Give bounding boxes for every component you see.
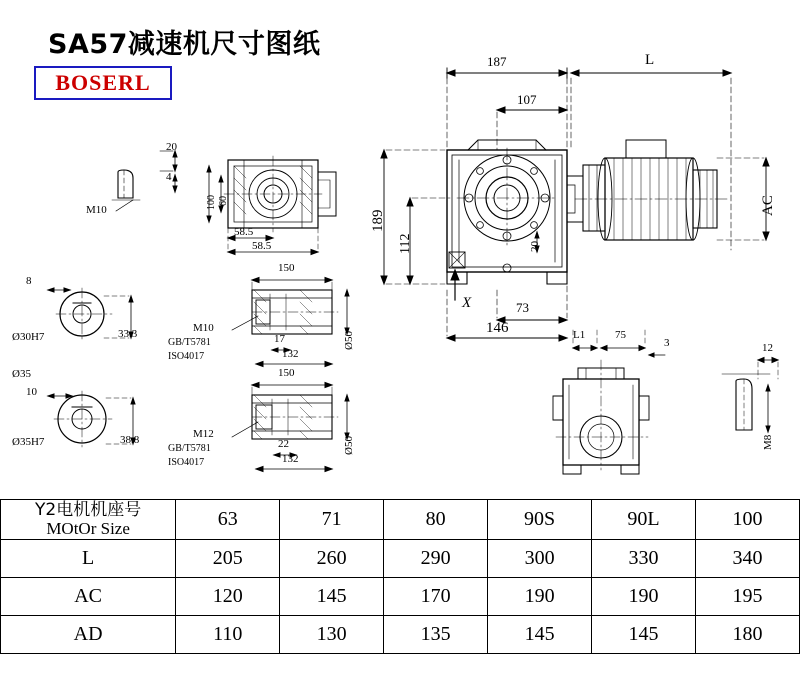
dim-38-8: 38.8: [120, 434, 140, 446]
logo-text: BOSERL: [55, 70, 151, 95]
dimension-table: [0, 499, 800, 654]
row-header-motor-size: [1, 500, 176, 540]
dim-L1: L1: [573, 329, 586, 341]
cell: 90S: [488, 500, 592, 540]
cell: 195: [696, 578, 800, 616]
dimension-table-wrap: [0, 499, 800, 654]
cell: 145: [592, 616, 696, 654]
cell: 330: [592, 540, 696, 578]
dim-58-5-b: 58.5: [252, 240, 272, 252]
dim-35: Ø35: [12, 368, 31, 380]
dim-33-3: 33.3: [118, 328, 138, 340]
dim-L: L: [645, 52, 655, 68]
cell: 135: [384, 616, 488, 654]
label-M8: M8: [762, 434, 774, 450]
dim-50-b: Ø50: [343, 436, 355, 455]
row-header-AC: AC: [1, 578, 176, 616]
dim-100: 100: [206, 195, 217, 210]
row-header-line2: MOtOr Size: [46, 518, 130, 538]
dim-10: 10: [26, 386, 37, 398]
cell: 260: [280, 540, 384, 578]
cell: 145: [280, 578, 384, 616]
dim-58-5-a: 58.5: [234, 226, 254, 238]
page-title: SA57减速机尺寸图纸: [48, 29, 321, 60]
table-row: [1, 578, 800, 616]
dim-20-main: 20: [529, 241, 541, 252]
dim-3: 3: [664, 337, 670, 349]
dim-73: 73: [516, 300, 529, 315]
cell: 130: [280, 616, 384, 654]
label-gb-2: GB/T5781: [168, 443, 211, 454]
cell: 145: [488, 616, 592, 654]
label-gb-1: GB/T5781: [168, 337, 211, 348]
cell: 100: [696, 500, 800, 540]
label-X: X: [462, 295, 472, 311]
dim-189: 189: [370, 209, 386, 232]
cell: 300: [488, 540, 592, 578]
dim-132-b: 132: [282, 453, 299, 465]
cell: 71: [280, 500, 384, 540]
row-header-L: L: [1, 540, 176, 578]
dim-30h7: Ø30H7: [12, 331, 45, 343]
cell: 120: [176, 578, 280, 616]
dim-AC: AC: [760, 195, 776, 216]
dim-132-a: 132: [282, 348, 299, 360]
cell: 110: [176, 616, 280, 654]
dim-4: 4: [166, 171, 172, 183]
dim-112: 112: [398, 233, 413, 254]
cell: 170: [384, 578, 488, 616]
dim-8: 8: [26, 275, 32, 287]
dim-75: 75: [615, 329, 626, 341]
cell: 190: [488, 578, 592, 616]
cell: 180: [696, 616, 800, 654]
label-iso-2: ISO4017: [168, 457, 205, 468]
cell: 340: [696, 540, 800, 578]
cell: 290: [384, 540, 488, 578]
row-header-line1: Y2电机机座号: [35, 500, 142, 521]
table-row: [1, 540, 800, 578]
dim-60: 60: [218, 196, 229, 206]
dim-146: 146: [486, 320, 509, 336]
label-M10-left: M10: [86, 204, 107, 216]
cell: 63: [176, 500, 280, 540]
dim-20-top: 20: [166, 141, 177, 153]
table-row: [1, 500, 800, 540]
dim-187: 187: [487, 54, 507, 69]
label-M12-bolt: M12: [193, 428, 214, 440]
cell: 205: [176, 540, 280, 578]
dim-107: 107: [517, 92, 537, 107]
dim-50-a: Ø50: [343, 331, 355, 350]
dim-12: 12: [762, 342, 773, 354]
dim-150-b: 150: [278, 367, 295, 379]
dim-150-a: 150: [278, 262, 295, 274]
row-header-AD: AD: [1, 616, 176, 654]
label-iso-1: ISO4017: [168, 351, 205, 362]
dim-17: 17: [274, 333, 285, 345]
table-row: [1, 616, 800, 654]
dim-35h7: Ø35H7: [12, 436, 45, 448]
label-M10-bolt: M10: [193, 322, 214, 334]
cell: 80: [384, 500, 488, 540]
dim-22: 22: [278, 438, 289, 450]
cell: 90L: [592, 500, 696, 540]
cell: 190: [592, 578, 696, 616]
